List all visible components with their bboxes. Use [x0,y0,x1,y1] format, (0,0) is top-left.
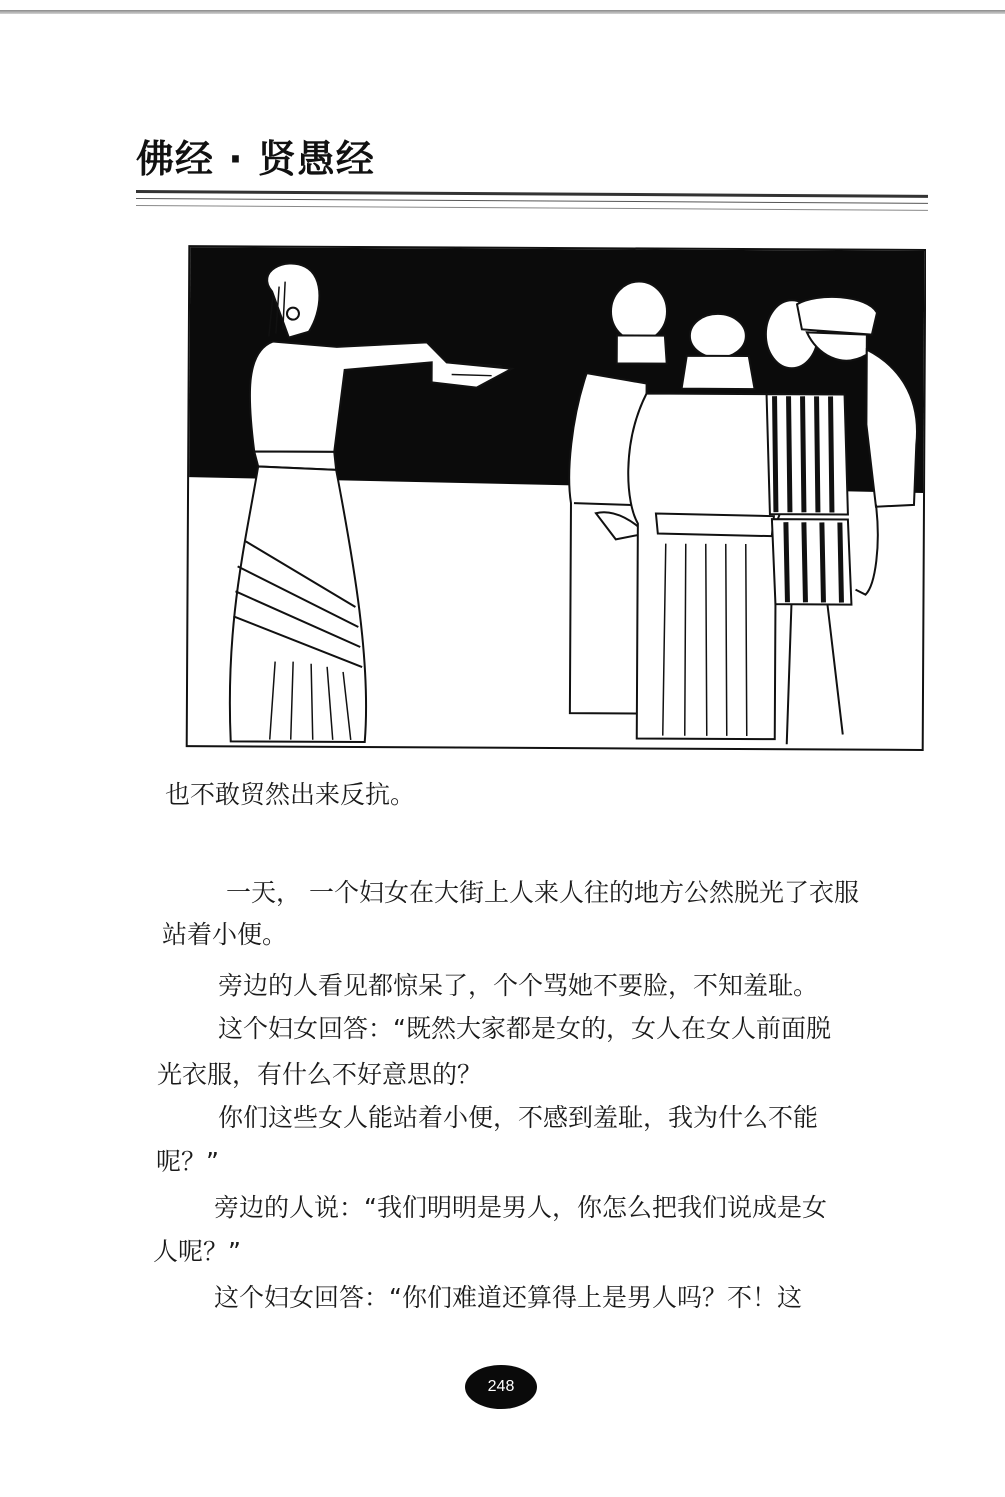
body-line-3: 站着小便。 [162,920,288,949]
header-divider [136,190,928,198]
page-number: 248 [487,1378,515,1395]
body-line-7: 你们这些女人能站着小便，不感到羞耻，我为什么不能 [218,1103,819,1132]
header-divider-thin [136,198,928,204]
body-line-4: 旁边的人看见都惊呆了，个个骂她不要脸，不知羞耻。 [218,971,819,1000]
page-header-title: 佛经 · 贤愚经 [136,137,375,181]
body-line-8: 呢？” [156,1147,219,1176]
page-number-badge [465,1365,537,1409]
body-line-5: 这个妇女回答：“既然大家都是女的，女人在女人前面脱 [218,1014,831,1043]
scan-edge-line [0,10,1005,14]
header-divider-thin-2 [136,205,928,211]
body-line-11: 这个妇女回答：“你们难道还算得上是男人吗？不！这 [214,1283,802,1312]
body-line-2: 一天， 一个妇女在大街上人来人往的地方公然脱光了衣服 [226,878,859,907]
body-line-10: 人呢？” [153,1237,241,1266]
story-illustration [176,243,926,755]
body-line-1: 也不敢贸然出来反抗。 [165,780,416,809]
body-line-6: 光衣服，有什么不好意思的？ [157,1060,483,1089]
body-line-9: 旁边的人说：“我们明明是男人，你怎么把我们说成是女 [214,1193,827,1222]
